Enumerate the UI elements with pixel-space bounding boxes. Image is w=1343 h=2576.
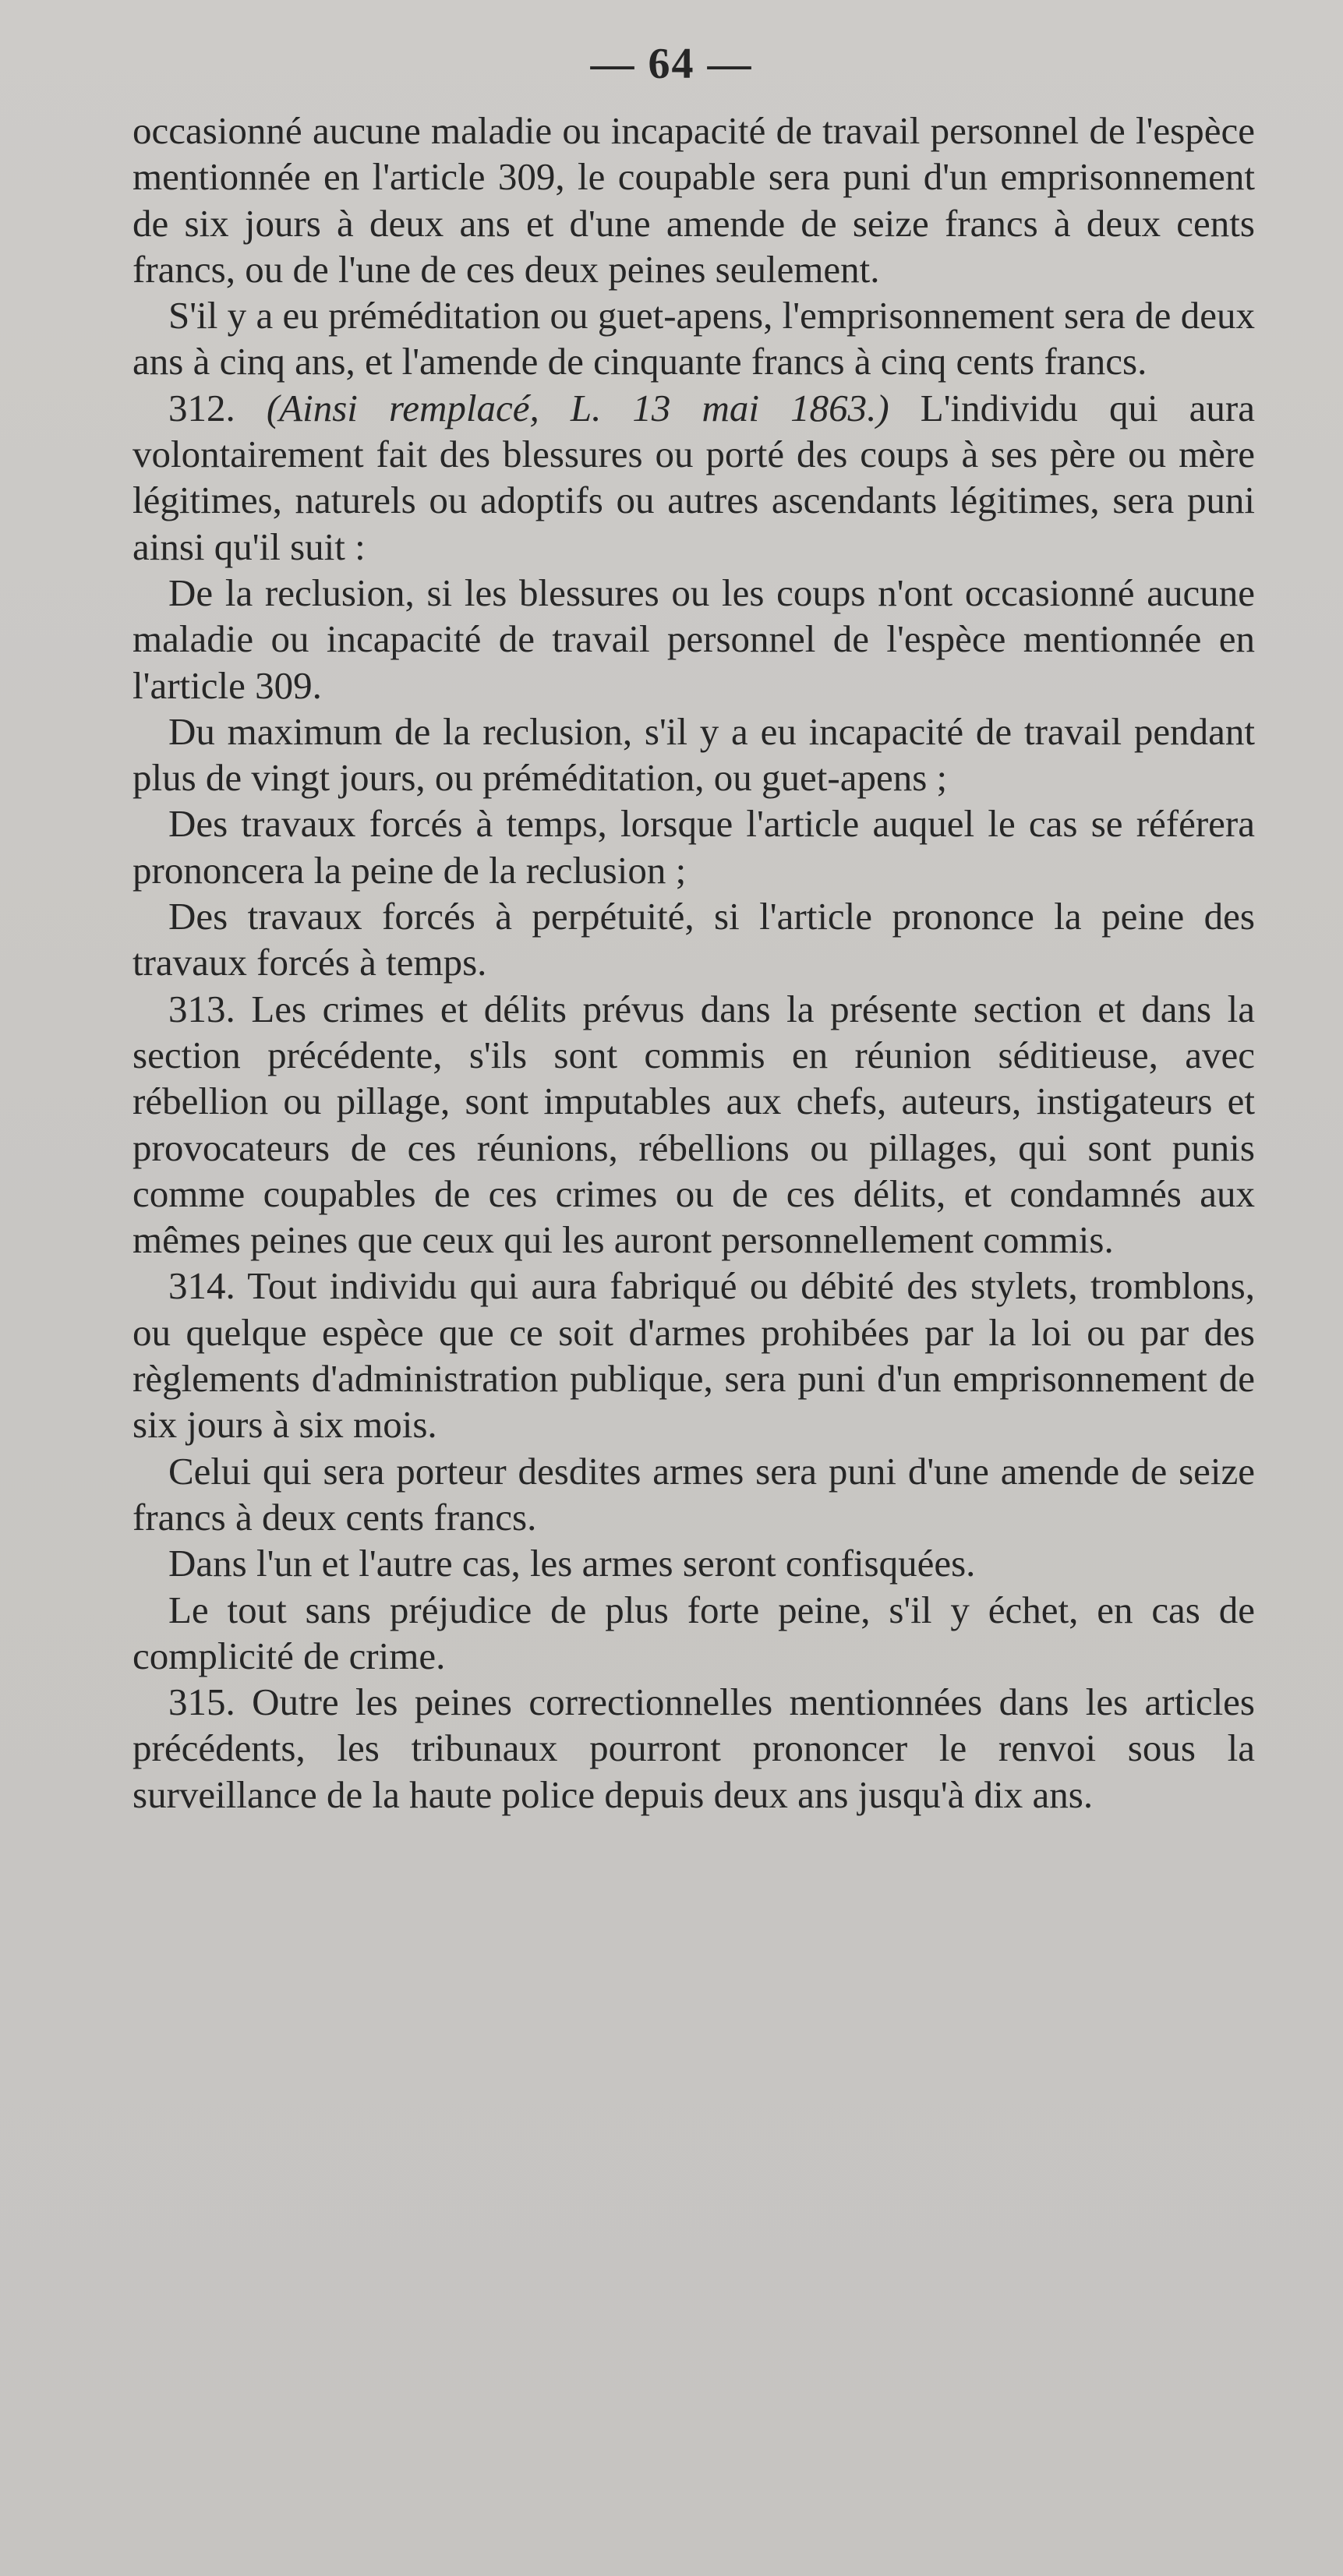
article-paragraph bbox=[133, 1263, 1255, 1447]
article-paragraph bbox=[133, 385, 1255, 570]
article-text: Les crimes et délits prévus dans la présente section et dans la section précédente, s'ils sont commis en réunion séditieuse, avec rébellion ou pillage, sont imputables aux chefs, auteurs, instigateurs et provocateurs de ces réunions, rébellions ou pillages, qui sont punis comme coupables de ces crimes ou de ces délits, et condamnés aux mêmes peines que ceux qui les auront personnellement commis. bbox=[133, 987, 1256, 1262]
article-number: 314. bbox=[168, 1264, 235, 1308]
paragraph: S'il y a eu préméditation ou guet-apens, l'emprisonnement sera de deux ans à cinq ans, et l'amende de cinquante francs à cinq cents francs. bbox=[133, 294, 1255, 383]
article-paragraph bbox=[133, 1679, 1255, 1818]
paragraph: Des travaux forcés à temps, lorsque l'article auquel le cas se référera prononcera la peine de la reclusion ; bbox=[133, 802, 1255, 892]
article-number: 313. bbox=[168, 987, 235, 1030]
paragraph: Dans l'un et l'autre cas, les armes seront confisquées. bbox=[168, 1542, 976, 1585]
article-text: L'individu qui aura volontairement fait des blessures ou porté des coups à ses père ou mère légitimes, naturels ou adoptifs ou autres ascendants légitimes, sera puni ainsi qu'il suit : bbox=[133, 386, 1255, 568]
article-text: Outre les peines correctionnelles mentionnées dans les articles précédents, les tribunaux pourront prononcer le renvoi sous la surveillance de la haute police depuis deux ans jusqu'à dix ans. bbox=[133, 1680, 1255, 1816]
article-paragraph bbox=[133, 986, 1255, 1263]
text-body bbox=[133, 108, 1255, 1818]
paragraph: De la reclusion, si les blessures ou les coups n'ont occasionné aucune maladie ou incapacité de travail personnel de l'espèce mentionnée en l'article 309. bbox=[133, 571, 1255, 707]
article-number: 315. bbox=[168, 1680, 235, 1724]
article-text: Tout individu qui aura fabriqué ou débité des stylets, tromblons, ou quelque espèce que ce soit d'armes prohibées par la loi ou par des règlements d'administration publique, sera puni d'un emprisonnement de six jours à six mois. bbox=[133, 1264, 1255, 1447]
article-note: (Ainsi remplacé, L. 13 mai 1863.) bbox=[266, 386, 889, 429]
paragraph: occasionné aucune maladie ou incapacité de travail personnel de l'espèce mentionnée en l'article 309, le coupable sera puni d'un emprisonnement de six jours à deux ans et d'une amende de seize francs à deux cents francs, ou de l'une de ces deux peines seulement. bbox=[133, 109, 1255, 291]
paragraph: Celui qui sera porteur desdites armes sera puni d'une amende de seize francs à deux cents francs. bbox=[133, 1449, 1255, 1539]
article-number: 312. bbox=[168, 386, 235, 429]
paragraph: Du maximum de la reclusion, s'il y a eu incapacité de travail pendant plus de vingt jours, ou préméditation, ou guet-apens ; bbox=[133, 709, 1255, 800]
page-number: — 64 — bbox=[590, 40, 753, 88]
paragraph: Le tout sans préjudice de plus forte peine, s'il y échet, en cas de complicité de crime. bbox=[133, 1588, 1255, 1677]
paragraph: Des travaux forcés à perpétuité, si l'article prononce la peine des travaux forcés à temps. bbox=[133, 895, 1255, 984]
